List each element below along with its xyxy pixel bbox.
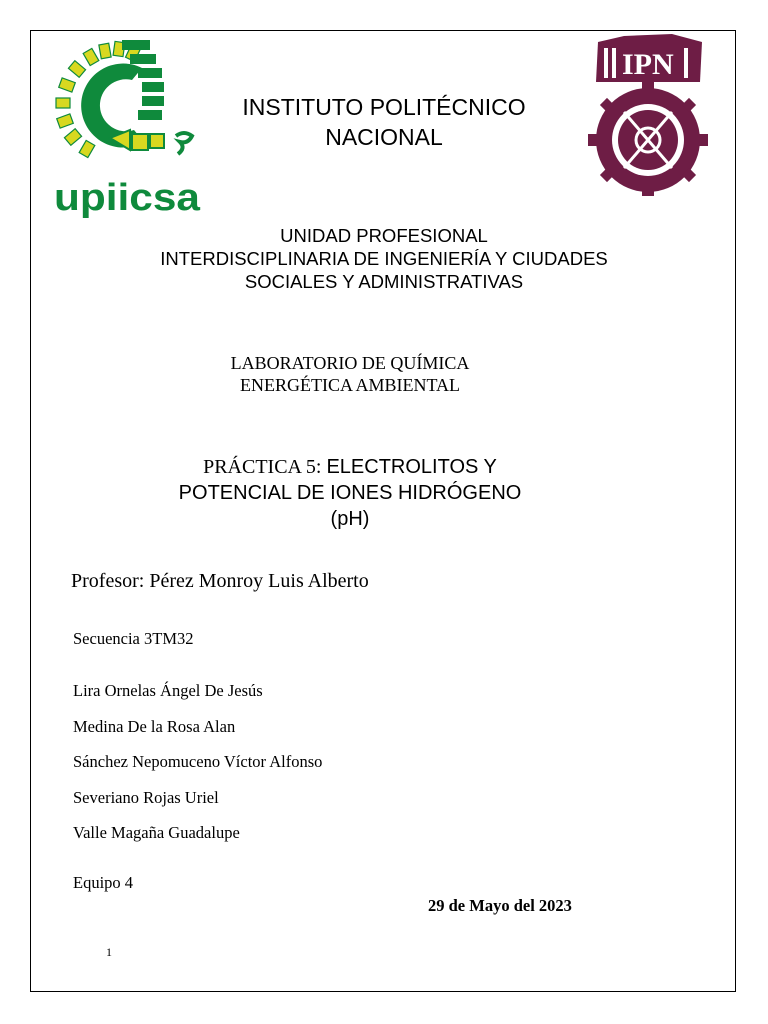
- sequence-label: Secuencia 3TM32: [73, 629, 194, 648]
- practice-number: PRÁCTICA 5:: [203, 456, 327, 478]
- team-member: Valle Magaña Guadalupe: [73, 823, 240, 842]
- institution-title-line1: INSTITUTO POLITÉCNICO: [242, 94, 526, 120]
- team-member: Sánchez Nepomuceno Víctor Alfonso: [73, 752, 323, 771]
- unit-title-line2: INTERDISCIPLINARIA DE INGENIERÍA Y CIUDADES: [160, 248, 608, 269]
- team-member: Medina De la Rosa Alan: [73, 716, 236, 736]
- professor-name: Profesor: Pérez Monroy Luis Alberto: [71, 570, 369, 592]
- team-member: Severiano Rojas Uriel: [73, 787, 219, 807]
- unit-title-line1: UNIDAD PROFESIONAL: [280, 225, 488, 246]
- ipn-wordmark: IPN: [622, 48, 674, 81]
- date-label: 29 de Mayo del 2023: [428, 896, 572, 915]
- institution-title: [200, 92, 568, 152]
- practice-title-line2: POTENCIAL DE IONES HIDRÓGENO: [178, 482, 522, 504]
- team-members-list: [73, 680, 322, 858]
- practice-title: [100, 454, 600, 532]
- ipn-logo: [584, 32, 712, 196]
- practice-title-line1: [100, 454, 600, 480]
- upiicsa-logo: [52, 38, 204, 218]
- page-number: 1: [106, 945, 112, 959]
- lab-title-line1: LABORATORIO DE QUÍMICA: [230, 353, 470, 373]
- unit-title-line3: SOCIALES Y ADMINISTRATIVAS: [244, 271, 524, 292]
- lab-title-line2: ENERGÉTICA AMBIENTAL: [239, 375, 461, 395]
- team-label: Equipo 4: [73, 873, 134, 892]
- practice-title-line1-rest: ELECTROLITOS Y: [326, 456, 497, 478]
- unit-title: [100, 224, 668, 293]
- practice-title-line3: (pH): [330, 508, 370, 530]
- team-member: Lira Ornelas Ángel De Jesús: [73, 681, 263, 700]
- upiicsa-wordmark: upiicsa: [54, 177, 201, 218]
- lab-title: [150, 352, 550, 396]
- upiicsa-emblem: [56, 40, 192, 158]
- institution-title-line2: NACIONAL: [325, 124, 443, 150]
